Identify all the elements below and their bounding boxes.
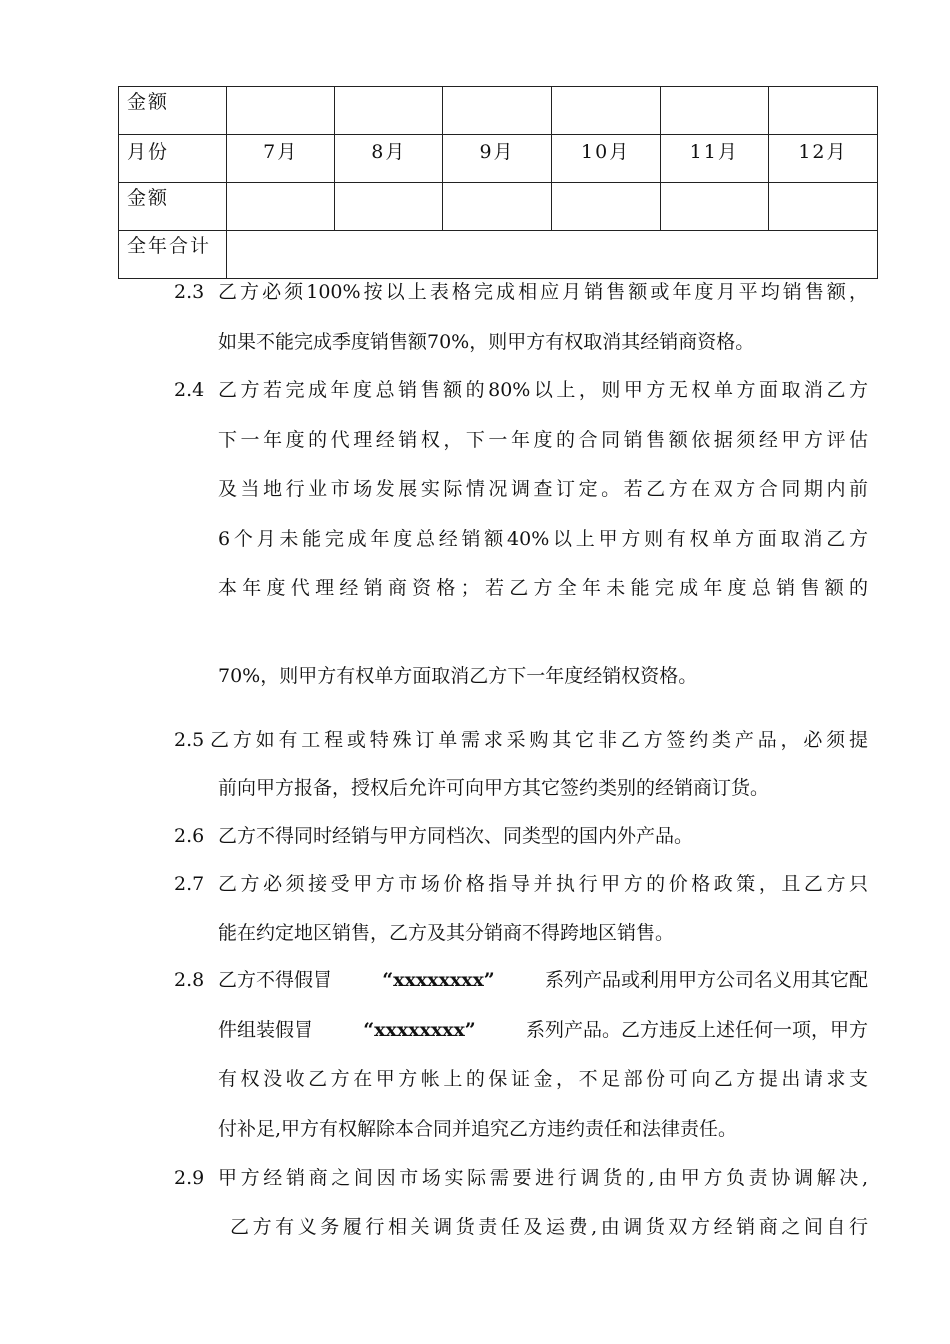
clause-2-8-text: 系列产品。乙方违反上述任何一项，甲方: [525, 1019, 868, 1041]
annual-total-label: 全年合计: [119, 231, 227, 279]
month-cell: 10月: [551, 135, 660, 183]
clause-2-3-line-1: 乙方必须100%按以上表格完成相应月销售额或年度月平均销售额，: [218, 281, 868, 303]
amount-cell: [335, 87, 443, 135]
brand-name: “xxxxxxxx”: [382, 969, 495, 991]
clause-2-8-line-2: [218, 1018, 868, 1042]
clause-2-3-number: 2.3: [174, 281, 205, 303]
clause-2-4-number: 2.4: [174, 379, 205, 401]
month-cell: 7月: [227, 135, 335, 183]
amount-cell: [335, 183, 443, 231]
clause-2-4-line-2: 下一年度的代理经销权，下一年度的合同销售额依据须经甲方评估: [218, 429, 868, 451]
amount-cell: [227, 183, 335, 231]
clause-2-8-line-1: [218, 968, 868, 992]
amount-cell: [768, 183, 877, 231]
amount-cell: [660, 87, 768, 135]
amount-cell: [660, 183, 768, 231]
amount-cell: [551, 183, 660, 231]
clause-2-9-line-2: 乙方有义务履行相关调货责任及运费,由调货双方经销商之间自行: [230, 1216, 868, 1238]
clause-2-8-number: 2.8: [174, 969, 205, 991]
clause-2-4-line-3: 及当地行业市场发展实际情况调查订定。若乙方在双方合同期内前: [218, 478, 868, 500]
amount-cell: [551, 87, 660, 135]
table-row: [119, 183, 878, 231]
amount-cell: [227, 87, 335, 135]
clause-2-4-line-1: 乙方若完成年度总销售额的80%以上，则甲方无权单方面取消乙方: [218, 379, 868, 401]
amount-cell: [443, 87, 551, 135]
clause-2-8-text: 系列产品或利用甲方公司名义用其它配: [544, 969, 868, 991]
table-row: [119, 135, 878, 183]
clause-2-3-line-2: 如果不能完成季度销售额70%，则甲方有权取消其经销商资格。: [218, 331, 755, 353]
clause-2-4-line-5: 本年度代理经销商资格；若乙方全年未能完成年度总销售额的: [218, 577, 868, 599]
month-cell: 8月: [335, 135, 443, 183]
month-cell: 12月: [768, 135, 877, 183]
month-cell: 11月: [660, 135, 768, 183]
clause-2-5-number: 2.5: [174, 729, 205, 751]
table-row: [119, 87, 878, 135]
brand-name: “xxxxxxxx”: [363, 1019, 476, 1041]
clause-2-5-line-1: 乙方如有工程或特殊订单需求采购其它非乙方签约类产品，必须提: [210, 729, 868, 751]
amount-label: 金额: [119, 87, 227, 135]
annual-total-cell: [227, 231, 878, 279]
clause-2-7-line-1: 乙方必须接受甲方市场价格指导并执行甲方的价格政策，且乙方只: [218, 873, 868, 895]
table-row: [119, 231, 878, 279]
clause-2-7-line-2: 能在约定地区销售，乙方及其分销商不得跨地区销售。: [218, 922, 675, 944]
clause-2-9-number: 2.9: [174, 1167, 205, 1189]
clause-2-7-number: 2.7: [174, 873, 205, 895]
amount-label: 金额: [119, 183, 227, 231]
clause-2-8-line-4: 付补足,甲方有权解除本合同并追究乙方违约责任和法律责任。: [218, 1118, 738, 1140]
clause-2-6-line-1: 乙方不得同时经销与甲方同档次、同类型的国内外产品。: [218, 825, 694, 847]
amount-cell: [768, 87, 877, 135]
clause-2-4-line-4: 6个月未能完成年度总经销额40%以上甲方则有权单方面取消乙方: [218, 528, 868, 550]
month-label: 月份: [119, 135, 227, 183]
clause-2-6-number: 2.6: [174, 825, 205, 847]
clause-2-8-text: 件组装假冒: [218, 1019, 314, 1041]
amount-cell: [443, 183, 551, 231]
monthly-sales-table: [118, 86, 878, 279]
clause-2-5-line-2: 前向甲方报备，授权后允许可向甲方其它签约类别的经销商订货。: [218, 777, 770, 799]
clause-2-4-line-6: 70%，则甲方有权单方面取消乙方下一年度经销权资格。: [218, 665, 698, 687]
month-cell: 9月: [443, 135, 551, 183]
clause-2-9-line-1: 甲方经销商之间因市场实际需要进行调货的,由甲方负责协调解决,: [218, 1167, 868, 1189]
clause-2-8-line-3: 有权没收乙方在甲方帐上的保证金，不足部份可向乙方提出请求支: [218, 1068, 868, 1090]
clause-2-8-text: 乙方不得假冒: [218, 969, 333, 991]
